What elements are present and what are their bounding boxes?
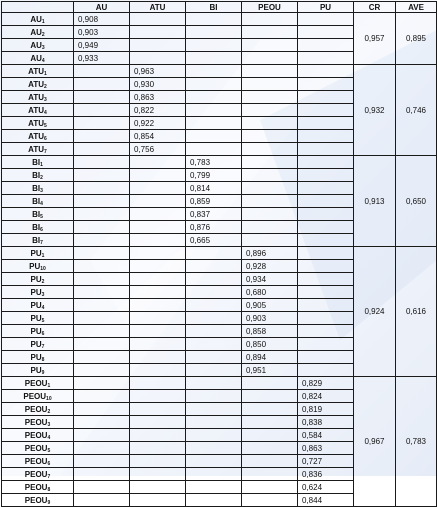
empty-cell [130,26,186,39]
empty-cell [130,338,186,351]
loading-value: 0,854 [130,130,186,143]
empty-cell [130,195,186,208]
empty-cell [186,351,242,364]
empty-cell [74,468,130,481]
empty-cell [130,13,186,26]
loading-value: 0,934 [242,273,298,286]
item-code: $BI_7$ [2,234,74,247]
empty-cell [186,403,242,416]
empty-cell [74,195,130,208]
empty-cell [242,221,298,234]
empty-cell [298,65,354,78]
column-header: AU [74,2,130,13]
empty-cell [74,403,130,416]
empty-cell [130,442,186,455]
empty-cell [298,221,354,234]
empty-cell [186,247,242,260]
empty-cell [74,182,130,195]
loading-value: 0,836 [298,468,354,481]
empty-cell [242,26,298,39]
empty-cell [74,416,130,429]
empty-cell [186,273,242,286]
empty-cell [242,195,298,208]
item-code: $AU_3$ [2,39,74,52]
loading-value: 0,814 [186,182,242,195]
empty-cell [130,364,186,377]
empty-cell [130,260,186,273]
empty-cell [242,182,298,195]
table-row [2,247,437,260]
empty-cell [74,260,130,273]
cr-value: 0,967 [354,377,396,507]
empty-cell [186,442,242,455]
empty-cell [242,234,298,247]
empty-cell [74,364,130,377]
loading-value: 0,876 [186,221,242,234]
loading-value: 0,844 [298,494,354,507]
empty-cell [242,143,298,156]
cr-value: 0,913 [354,156,396,247]
loading-value: 0,949 [74,39,130,52]
empty-cell [186,338,242,351]
empty-cell [130,481,186,494]
empty-cell [74,156,130,169]
item-code: $PEOU_4$ [2,429,74,442]
empty-cell [74,117,130,130]
empty-cell [242,208,298,221]
empty-cell [74,104,130,117]
empty-cell [242,13,298,26]
empty-cell [186,117,242,130]
empty-cell [74,325,130,338]
empty-cell [74,494,130,507]
item-code: $BI_4$ [2,195,74,208]
empty-cell [298,351,354,364]
loading-value: 0,908 [74,13,130,26]
item-code: $PU_1$ [2,247,74,260]
empty-cell [242,65,298,78]
loading-value: 0,951 [242,364,298,377]
empty-cell [186,39,242,52]
empty-cell [242,169,298,182]
empty-cell [242,494,298,507]
empty-cell [130,494,186,507]
empty-cell [298,312,354,325]
empty-cell [130,325,186,338]
empty-cell [186,455,242,468]
column-header: PU [298,2,354,13]
empty-cell [130,312,186,325]
loading-value: 0,822 [130,104,186,117]
ave-value: 0,616 [396,247,437,377]
empty-cell [74,377,130,390]
empty-cell [186,65,242,78]
empty-cell [242,455,298,468]
item-code: $PU_3$ [2,286,74,299]
item-code: $BI_5$ [2,208,74,221]
item-code: $ATU_5$ [2,117,74,130]
empty-cell [242,52,298,65]
empty-cell [130,169,186,182]
ave-value: 0,650 [396,156,437,247]
empty-cell [298,286,354,299]
loading-value: 0,680 [242,286,298,299]
empty-cell [298,117,354,130]
empty-cell [186,377,242,390]
empty-cell [242,416,298,429]
empty-cell [186,325,242,338]
item-code: $PEOU_9$ [2,494,74,507]
item-code: $ATU_1$ [2,65,74,78]
empty-cell [186,390,242,403]
loading-value: 0,863 [298,442,354,455]
empty-cell [74,247,130,260]
empty-cell [298,13,354,26]
empty-cell [186,312,242,325]
loading-value: 0,824 [298,390,354,403]
item-code: $PU_5$ [2,312,74,325]
loading-value: 0,665 [186,234,242,247]
item-code: $ATU_3$ [2,91,74,104]
item-code: $BI_3$ [2,182,74,195]
item-code: $BI_1$ [2,156,74,169]
loading-value: 0,819 [298,403,354,416]
empty-cell [298,260,354,273]
empty-cell [130,273,186,286]
loadings-table [1,1,437,507]
empty-cell [298,39,354,52]
empty-cell [186,13,242,26]
cr-value: 0,924 [354,247,396,377]
empty-cell [298,104,354,117]
item-code: $PEOU_3$ [2,416,74,429]
empty-cell [186,78,242,91]
loading-value: 0,863 [130,91,186,104]
empty-cell [298,338,354,351]
empty-cell [74,455,130,468]
item-code: $PEOU_1$ [2,377,74,390]
empty-cell [186,429,242,442]
empty-cell [186,130,242,143]
empty-cell [130,351,186,364]
loading-value: 0,858 [242,325,298,338]
empty-cell [298,52,354,65]
loading-value: 0,727 [298,455,354,468]
item-code: $PEOU_6$ [2,455,74,468]
item-code: $AU_2$ [2,26,74,39]
empty-cell [298,234,354,247]
item-code: $PU_{10}$ [2,260,74,273]
column-header: ATU [130,2,186,13]
empty-cell [74,208,130,221]
ave-value: 0,746 [396,65,437,156]
empty-cell [74,481,130,494]
loading-value: 0,829 [298,377,354,390]
empty-cell [74,221,130,234]
loading-value: 0,905 [242,299,298,312]
loading-value: 0,799 [186,169,242,182]
item-code: $ATU_2$ [2,78,74,91]
empty-cell [74,338,130,351]
empty-cell [74,351,130,364]
cr-value: 0,932 [354,65,396,156]
item-code: $PU_9$ [2,364,74,377]
empty-cell [242,377,298,390]
item-code: $PEOU_2$ [2,403,74,416]
empty-cell [298,78,354,91]
empty-cell [130,39,186,52]
column-header: CR [354,2,396,13]
item-code: $PEOU_7$ [2,468,74,481]
empty-cell [186,468,242,481]
empty-cell [298,169,354,182]
loading-value: 0,850 [242,338,298,351]
empty-cell [130,247,186,260]
loading-value: 0,838 [298,416,354,429]
empty-cell [130,221,186,234]
empty-cell [74,78,130,91]
empty-cell [130,299,186,312]
empty-cell [298,364,354,377]
loading-value: 0,896 [242,247,298,260]
empty-cell [186,286,242,299]
ave-value: 0,783 [396,377,437,507]
loading-value: 0,624 [298,481,354,494]
empty-cell [298,91,354,104]
empty-cell [186,260,242,273]
table-row [2,65,437,78]
empty-cell [298,130,354,143]
item-code: $PU_2$ [2,273,74,286]
empty-cell [298,26,354,39]
item-code: $ATU_7$ [2,143,74,156]
empty-cell [186,143,242,156]
item-code: $BI_6$ [2,221,74,234]
empty-cell [130,156,186,169]
empty-cell [74,273,130,286]
cr-value: 0,957 [354,13,396,65]
empty-cell [186,481,242,494]
empty-cell [186,26,242,39]
item-code: $BI_2$ [2,169,74,182]
column-header: PEOU [242,2,298,13]
empty-cell [74,143,130,156]
empty-cell [74,65,130,78]
empty-cell [186,104,242,117]
empty-cell [130,286,186,299]
empty-cell [186,416,242,429]
empty-cell [242,104,298,117]
empty-cell [74,91,130,104]
empty-cell [74,429,130,442]
empty-cell [130,416,186,429]
ave-value: 0,895 [396,13,437,65]
empty-cell [130,234,186,247]
empty-cell [298,208,354,221]
loading-value: 0,928 [242,260,298,273]
empty-cell [242,117,298,130]
empty-cell [74,442,130,455]
empty-cell [130,377,186,390]
empty-cell [298,195,354,208]
item-code: $PEOU_5$ [2,442,74,455]
loading-value: 0,903 [74,26,130,39]
loading-value: 0,756 [130,143,186,156]
loading-value: 0,859 [186,195,242,208]
empty-cell [130,403,186,416]
item-code: $PU_8$ [2,351,74,364]
loading-value: 0,903 [242,312,298,325]
item-code: $AU_4$ [2,52,74,65]
empty-cell [74,312,130,325]
loading-value: 0,783 [186,156,242,169]
empty-cell [242,468,298,481]
loading-value: 0,922 [130,117,186,130]
item-code: $PEOU_8$ [2,481,74,494]
empty-cell [298,182,354,195]
empty-cell [242,156,298,169]
item-code: $ATU_4$ [2,104,74,117]
empty-cell [298,247,354,260]
empty-cell [298,156,354,169]
empty-cell [298,143,354,156]
empty-cell [242,91,298,104]
loading-value: 0,894 [242,351,298,364]
loading-value: 0,837 [186,208,242,221]
loading-value: 0,933 [74,52,130,65]
empty-cell [242,403,298,416]
loading-value: 0,584 [298,429,354,442]
loading-value: 0,963 [130,65,186,78]
empty-cell [298,299,354,312]
empty-cell [298,325,354,338]
loading-value: 0,930 [130,78,186,91]
empty-cell [130,455,186,468]
item-code: $PU_4$ [2,299,74,312]
column-header: AVE [396,2,437,13]
table-row [2,377,437,390]
column-header: BI [186,2,242,13]
empty-cell [186,299,242,312]
empty-cell [130,429,186,442]
item-code: $PU_6$ [2,325,74,338]
empty-cell [242,481,298,494]
empty-cell [242,39,298,52]
empty-cell [186,52,242,65]
empty-cell [74,130,130,143]
empty-cell [130,390,186,403]
item-code: $PEOU_{10}$ [2,390,74,403]
item-code: $AU_1$ [2,13,74,26]
empty-cell [74,169,130,182]
empty-cell [242,390,298,403]
table-row [2,13,437,26]
empty-cell [242,130,298,143]
empty-cell [130,468,186,481]
empty-cell [242,442,298,455]
empty-cell [186,91,242,104]
header-row [2,2,437,13]
empty-cell [242,429,298,442]
empty-cell [130,182,186,195]
empty-cell [74,299,130,312]
table-row [2,156,437,169]
item-code: $PU_7$ [2,338,74,351]
header-corner [2,2,74,13]
empty-cell [242,78,298,91]
empty-cell [186,364,242,377]
item-code: $ATU_6$ [2,130,74,143]
empty-cell [130,208,186,221]
empty-cell [74,234,130,247]
empty-cell [130,52,186,65]
empty-cell [74,286,130,299]
empty-cell [74,390,130,403]
empty-cell [298,273,354,286]
empty-cell [186,494,242,507]
